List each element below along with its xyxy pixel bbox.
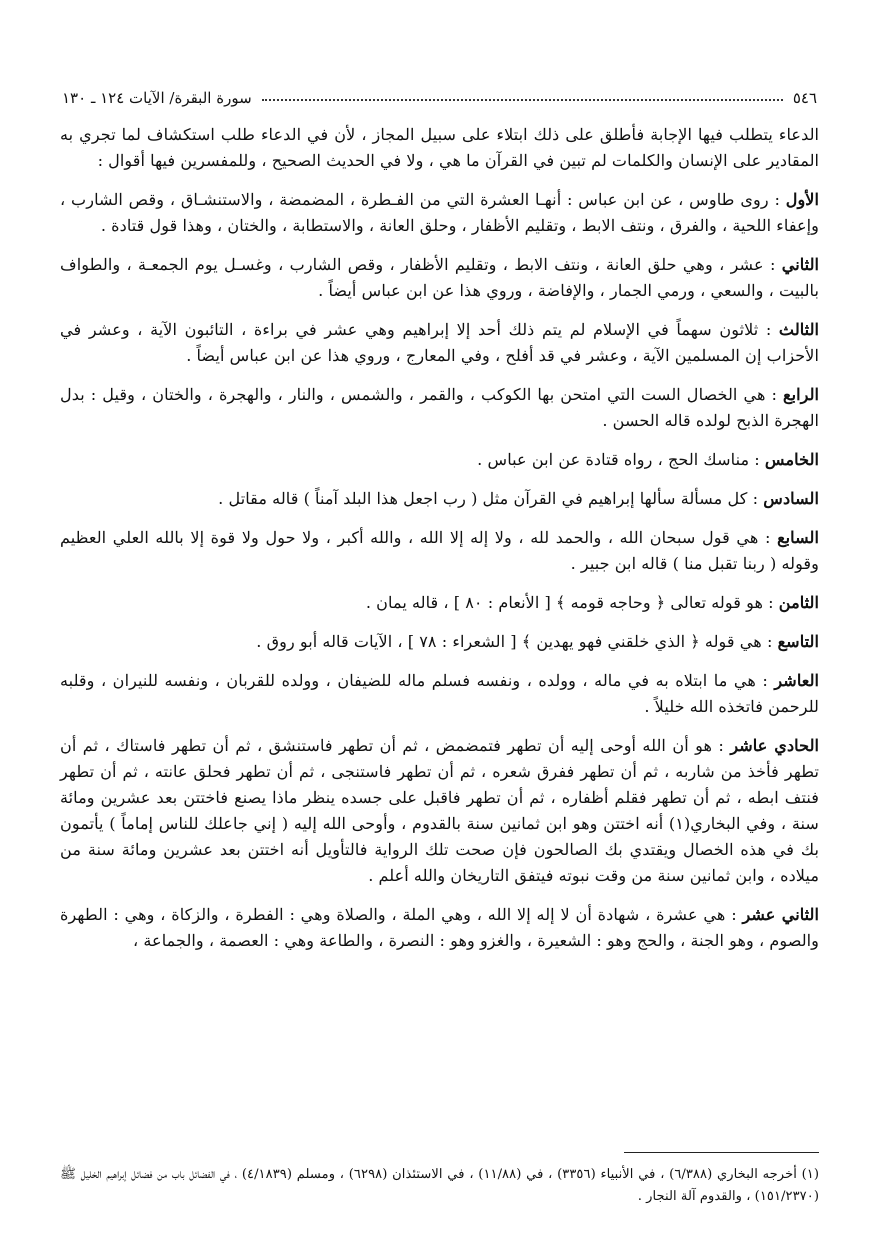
section-8 — [60, 590, 819, 616]
section-label: الأول — [785, 190, 819, 209]
section-label: الثاني عشر — [742, 905, 819, 924]
section-label: العاشر — [774, 671, 819, 690]
section-9 — [60, 629, 819, 655]
section-label: الرابع — [783, 385, 819, 404]
section-label: السابع — [777, 528, 819, 547]
section-4 — [60, 382, 819, 434]
running-title: سورة البقرة/ الآيات ١٢٤ ـ ١٣٠ — [62, 89, 252, 107]
section-12 — [60, 902, 819, 954]
section-3 — [60, 317, 819, 369]
section-text: : هي عشرة ، شهادة أن لا إله إلا الله ، وهي الملة ، والصلاة وهي : الفطرة ، والزكاة ، وهي : الطهرة والصوم ، وهو الجنة ، والحج وهو : الشعيرة ، والغزو وهو : النصرة ، والطاعة وهي : العصمة ، والجماعة ، — [60, 905, 819, 950]
section-label: الخامس — [764, 450, 819, 469]
section-text: : عشر ، وهي حلق العانة ، ونتف الابط ، وتقليم الأظفار ، وقص الشارب ، وغسـل يوم الجمعـة ، والطواف بالبيت ، والسعي ، ورمي الجمار ، والإفاضة ، وروي هذا عن ابن عباس أيضاً . — [60, 255, 819, 300]
section-label: الثامن — [778, 593, 819, 612]
section-label: الثاني — [781, 255, 819, 274]
section-text: : هي قوله ﴿ الذي خلقني فهو يهدين ﴾ [ الشعراء : ٧٨ ] ، الآيات قاله أبو روق . — [256, 632, 778, 651]
section-label: السادس — [763, 489, 819, 508]
footnote: (١) أخرجه البخاري (٦/٣٨٨) ، في الأنبياء (٣٣٥٦) ، في (١١/٨٨) ، في الاستئذان (٦٢٩٨) ، ومسلم (٤/١٨٣٩) ، في الفضائل باب من فضائل إبراهيم الخليل ﷺ (١٥١/٢٣٧٠) ، والقدوم آلة النجار . — [60, 1167, 819, 1204]
section-10 — [60, 668, 819, 720]
section-5 — [60, 447, 819, 473]
section-label: التاسع — [777, 632, 819, 651]
section-text: : هو قوله تعالى ﴿ وحاجه قومه ﴾ [ الأنعام : ٨٠ ] ، قاله يمان . — [365, 593, 779, 612]
section-text: : ثلاثون سهماً في الإسلام لم يتم ذلك أحد إلا إبراهيم وهي عشر في براءة ، التائبون الآية ، وعشر في الأحزاب إن المسلمين الآية ، وعشر في قد أفلح ، وفي المعارج ، وروي هذا عن ابن عباس أيضاً . — [60, 320, 819, 365]
header-dotted-leader — [262, 99, 783, 101]
section-text: : هو أن الله أوحى إليه أن تطهر فتمضمض ، ثم أن تطهر فاستنشق ، ثم أن تطهر فاستاك ، ثم أن تطهر فأخذ من شاربه ، ثم أن تطهر ففرق شعره ، ثم أن تطهر فاستنجى ، ثم أن تطهر فحلق عانته ، ثم أن تطهر فنتف ابطه ، ثم أن تطهر فقلم أظفاره ، ثم أن تطهر فاقبل على جسده ينظر ماذا يصنع فاختتن بعد عشرين ومائة سنة ، وفي البخاري(١) أنه اختتن وهو ابن ثمانين سنة بالقدوم ، وأوحى الله إليه ( إني جاعلك للناس إماماً ) يأتمون بك في هذه الخصال ويقتدي بك الصالحون فإن صحت تلك الرواية فالتأويل أنه اختتن بعد عشرين ومائة سنة من ميلاده ، وابن ثمانين سنة من وقت نبوته فيتفق التاريخان والله أعلم . — [60, 736, 819, 885]
section-text: : كل مسألة سألها إبراهيم في القرآن مثل ( رب اجعل هذا البلد آمناً ) قاله مقاتل . — [218, 489, 764, 508]
section-text: : هي ما ابتلاه به في ماله ، وولده ، ونفسه فسلم ماله للضيفان ، وولده للقربان ، ونفسه للنيران ، وقلبه للرحمن فاتخذه الله خليلاً . — [60, 671, 819, 716]
section-label: الحادي عاشر — [730, 736, 819, 755]
footnote-divider — [624, 1152, 819, 1153]
section-7 — [60, 525, 819, 577]
page-number: ٥٤٦ — [792, 89, 817, 107]
section-6 — [60, 486, 819, 512]
intro-paragraph: الدعاء يتطلب فيها الإجابة فأطلق على ذلك ابتلاء على سبيل المجاز ، لأن في الدعاء طلب استكشاف لما تجري به المقادير على الإنسان والكلمات لم تبين في القرآن ما هي ، ولا في الحديث الصحيح ، وللمفسرين فيها أقوال : — [60, 125, 819, 170]
section-text: : هي الخصال الست التي امتحن بها الكوكب ، والقمر ، والشمس ، والنار ، والهجرة ، والختان ، وقيل : بدل الهجرة الذبح لولده قاله الحسن . — [60, 385, 819, 430]
section-1 — [60, 187, 819, 239]
section-2 — [60, 252, 819, 304]
section-text: : روى طاوس ، عن ابن عباس : أنهـا العشرة التي من الفـطرة ، المضمضة ، والاستنشـاق ، وقص الشارب ، وإعفاء اللحية ، والفرق ، ونتف الابط ، وتقليم الأظفار ، وحلق العانة ، والاستطابة ، والختان ، وهذا قول قتادة . — [60, 190, 819, 235]
page-header — [62, 86, 817, 110]
section-11 — [60, 733, 819, 889]
main-text — [60, 122, 819, 962]
section-text: : هي قول سبحان الله ، والحمد لله ، ولا إله إلا الله ، والله أكبر ، ولا حول ولا قوة إلا بالله العلي العظيم وقوله ( ربنا تقبل منا ) قاله ابن جبير . — [60, 528, 819, 573]
section-label: الثالث — [778, 320, 819, 339]
section-text: : مناسك الحج ، رواه قتادة عن ابن عباس . — [477, 450, 765, 469]
